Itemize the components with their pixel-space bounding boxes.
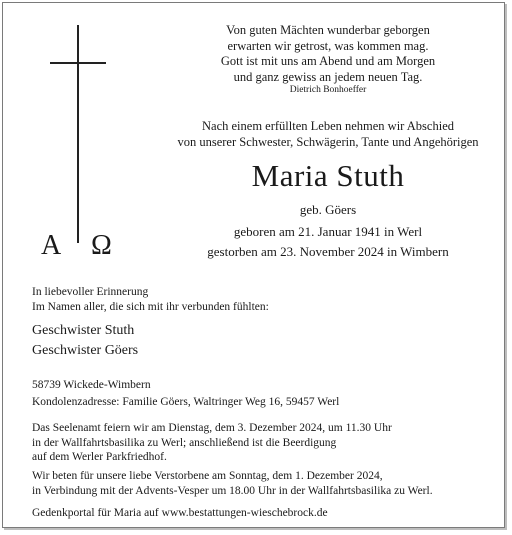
service-line: in der Wallfahrtsbasilika zu Werl; anschließend ist die Beerdigung [32, 436, 337, 449]
deceased-name: Maria Stuth [251, 158, 405, 193]
death-date: gestorben am 23. November 2024 in Wimbern [207, 244, 449, 259]
obituary-frame [2, 2, 505, 528]
memory-line: In liebevoller Erinnerung [32, 286, 149, 298]
poem-line: und ganz gewiss an jedem neuen Tag. [233, 69, 423, 84]
birth-name: geb. Göers [299, 202, 357, 217]
family-address: 58739 Wickede-Wimbern [32, 379, 151, 391]
prayer-info [32, 469, 502, 498]
alpha-symbol: A [41, 230, 62, 261]
memory-text [32, 285, 502, 314]
memory-line: Im Namen aller, die sich mit ihr verbunden fühlten: [32, 300, 269, 313]
farewell-text [153, 118, 503, 150]
service-line: Das Seelenamt feiern wir am Dienstag, dem 3. Dezember 2024, um 11.30 Uhr [32, 422, 392, 434]
farewell-line: Nach einem erfüllten Leben nehmen wir Abschied [202, 119, 454, 133]
omega-symbol: Ω [91, 230, 112, 261]
farewell-line: von unserer Schwester, Schwägerin, Tante und Angehörigen [177, 135, 479, 149]
memorial-portal-link[interactable]: Gedenkportal für Maria auf www.bestattungen-wieschebrock.de [32, 507, 328, 519]
condolence-address: Kondolenzadresse: Familie Göers, Waltringer Weg 16, 59457 Werl [32, 396, 340, 408]
cross-icon-beam [50, 62, 106, 64]
birth-date: geboren am 21. Januar 1941 in Werl [233, 224, 423, 239]
poem-line: erwarten wir getrost, was kommen mag. [227, 38, 429, 53]
prayer-line: in Verbindung mit der Advents-Vesper um 18.00 Uhr in der Wallfahrtsbasilika zu Werl. [32, 484, 433, 497]
life-dates [153, 222, 503, 262]
prayer-line: Wir beten für unsere liebe Verstorbene am Sonntag, dem 1. Dezember 2024, [32, 470, 383, 482]
poem-line: Gott ist mit uns am Abend und am Morgen [220, 54, 436, 68]
poem [153, 23, 503, 85]
service-info [32, 421, 502, 465]
poem-line: Von guten Mächten wunderbar geborgen [226, 23, 430, 37]
signer: Geschwister Stuth [32, 323, 135, 338]
poem-author: Dietrich Bonhoeffer [289, 85, 367, 95]
cross-icon [77, 25, 79, 243]
signers [32, 321, 502, 361]
service-line: auf dem Werler Parkfriedhof. [32, 451, 167, 463]
signer: Geschwister Göers [32, 343, 139, 358]
